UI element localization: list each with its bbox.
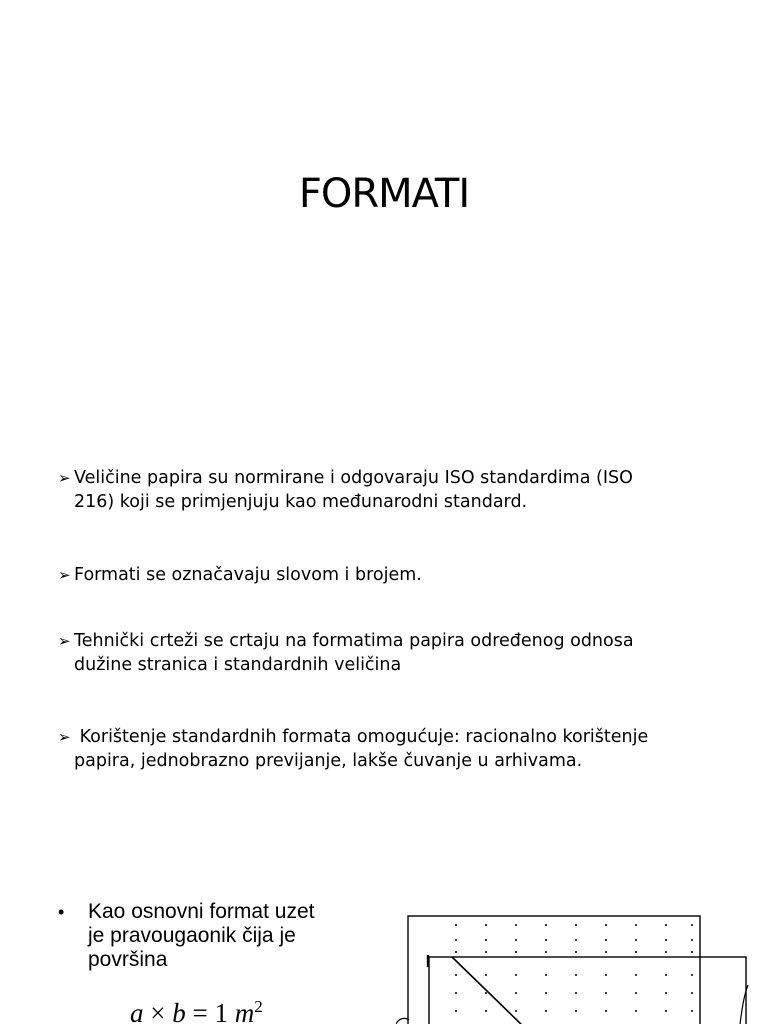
grid-dot xyxy=(455,924,457,926)
grid-dot xyxy=(575,1010,577,1012)
bullet-item xyxy=(58,629,738,677)
formula-exponent: 2 xyxy=(254,997,263,1016)
grid-dot xyxy=(691,974,693,976)
grid-dot xyxy=(515,1010,517,1012)
grid-dot xyxy=(485,924,487,926)
grid-dot xyxy=(691,924,693,926)
outer-format-rect xyxy=(408,916,700,1024)
grid-dot xyxy=(455,939,457,941)
base-format-note xyxy=(58,900,378,972)
formula-equals: = 1 xyxy=(185,998,235,1028)
grid-dot xyxy=(635,924,637,926)
grid-dot xyxy=(691,1010,693,1012)
right-edge-curve xyxy=(740,985,748,1024)
grid-dot xyxy=(545,974,547,976)
bullet-text-continuation: dužine stranica i standardnih veličina xyxy=(74,655,402,675)
area-formula xyxy=(130,990,263,1030)
formula-times: × xyxy=(143,998,173,1028)
grid-dot xyxy=(635,951,637,953)
grid-dot xyxy=(455,951,457,953)
base-format-text xyxy=(58,900,378,972)
grid-dot xyxy=(575,992,577,994)
grid-dot xyxy=(515,992,517,994)
grid-dot xyxy=(575,924,577,926)
formula-b: b xyxy=(172,998,186,1028)
bullet-text-continuation: 216) koji se primjenjuju kao međunarodni standard. xyxy=(74,492,528,512)
grid-dot xyxy=(515,951,517,953)
bullet-item xyxy=(58,725,738,773)
grid-dot xyxy=(665,974,667,976)
grid-dot xyxy=(605,974,607,976)
grid-dot xyxy=(691,951,693,953)
page-title: FORMATI xyxy=(298,171,470,217)
grid-dot xyxy=(515,924,517,926)
arrow-bullet-icon: ➢ xyxy=(58,469,71,487)
paper-format-diagram xyxy=(396,905,768,1024)
grid-dot xyxy=(575,974,577,976)
grid-dot xyxy=(605,951,607,953)
grid-dot xyxy=(691,992,693,994)
bullet-item xyxy=(58,563,738,587)
grid-dot xyxy=(605,1010,607,1012)
grid-dot xyxy=(605,924,607,926)
bullet-text: Veličine papira su normirane i odgovaraju ISO standardima (ISO xyxy=(74,468,633,488)
base-format-line: površina xyxy=(88,948,168,971)
grid-dot xyxy=(485,951,487,953)
grid-dot xyxy=(665,1010,667,1012)
bullet-item xyxy=(58,466,738,514)
grid-dot xyxy=(455,992,457,994)
dot-grid xyxy=(455,924,693,1012)
grid-dot xyxy=(485,992,487,994)
diagram-frames xyxy=(408,916,746,1024)
grid-dot xyxy=(635,974,637,976)
bullet-text-continuation: papira, jednobrazno previjanje, lakše čuvanje u arhivama. xyxy=(74,751,583,771)
grid-dot xyxy=(605,992,607,994)
grid-dot xyxy=(485,939,487,941)
round-bullet-icon: • xyxy=(58,902,65,922)
bullet-text: Formati se označavaju slovom i brojem. xyxy=(74,565,422,585)
grid-dot xyxy=(515,974,517,976)
fold-diagonal-line xyxy=(452,957,524,1024)
grid-dot xyxy=(485,974,487,976)
grid-dot xyxy=(605,939,607,941)
grid-dot xyxy=(575,939,577,941)
grid-dot xyxy=(545,1010,547,1012)
grid-dot xyxy=(575,951,577,953)
grid-dot xyxy=(545,939,547,941)
grid-dot xyxy=(665,992,667,994)
formula-m: m xyxy=(234,998,255,1028)
grid-dot xyxy=(545,951,547,953)
grid-dot xyxy=(635,939,637,941)
bottom-left-arc xyxy=(396,1018,409,1024)
grid-dot xyxy=(485,1010,487,1012)
grid-dot xyxy=(545,992,547,994)
formula-a: a xyxy=(130,998,144,1028)
arrow-bullet-icon: ➢ xyxy=(58,566,71,584)
grid-dot xyxy=(691,939,693,941)
base-format-line: je pravougaonik čija je xyxy=(88,924,296,947)
grid-dot xyxy=(635,992,637,994)
arrow-bullet-icon: ➢ xyxy=(58,632,71,650)
grid-dot xyxy=(665,951,667,953)
grid-dot xyxy=(455,1010,457,1012)
grid-dot xyxy=(635,1010,637,1012)
base-format-line: Kao osnovni format uzet xyxy=(88,900,315,923)
inner-format-rect xyxy=(429,957,746,1024)
bullet-text: Korištenje standardnih formata omogućuje: racionalno korištenje xyxy=(74,727,649,747)
arrow-bullet-icon: ➢ xyxy=(58,728,71,746)
bullet-text: Tehnički crteži se crtaju na formatima papira određenog odnosa xyxy=(74,631,634,651)
grid-dot xyxy=(665,939,667,941)
grid-dot xyxy=(515,939,517,941)
grid-dot xyxy=(455,974,457,976)
grid-dot xyxy=(665,924,667,926)
grid-dot xyxy=(545,924,547,926)
